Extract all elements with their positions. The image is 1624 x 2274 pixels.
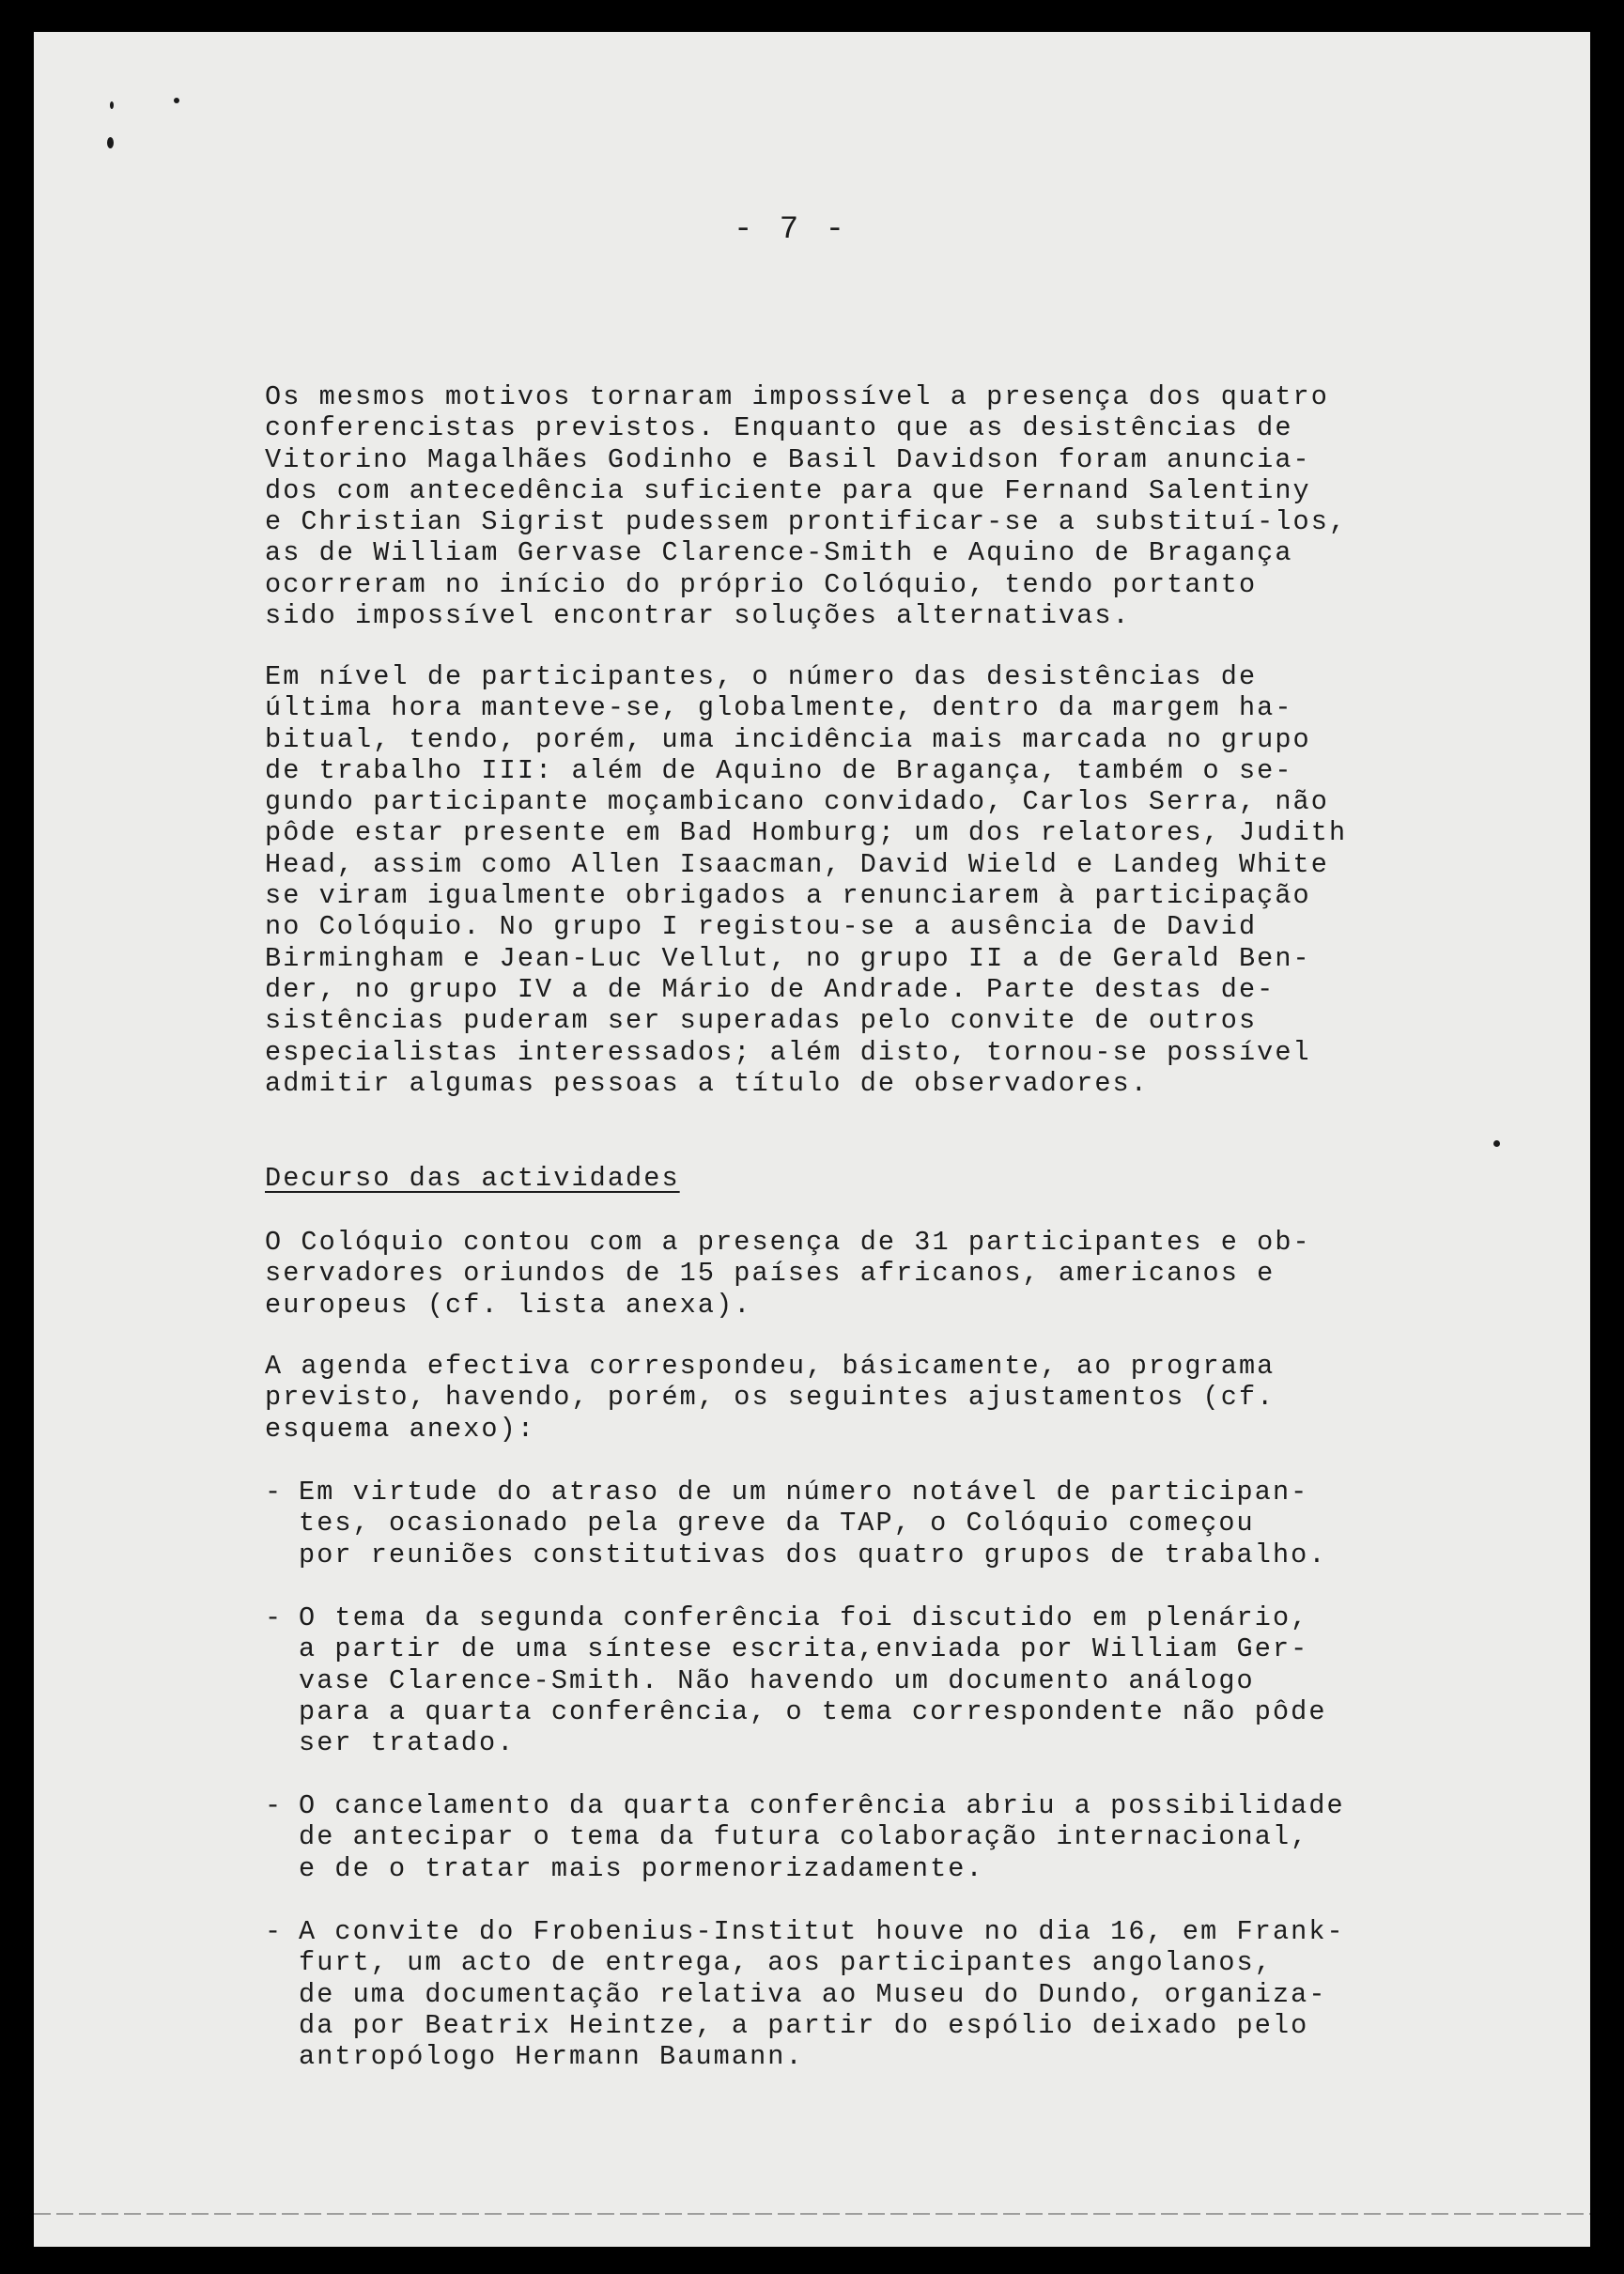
section-heading: Decurso das actividades — [265, 1163, 680, 1194]
paragraph-coloquio: O Colóquio contou com a presença de 31 participantes e ob- servadores oriundos de 15 países africanos, americanos e europeus (cf. lista anexa). — [265, 1227, 1311, 1321]
bullet-dash: - — [265, 1916, 284, 1947]
paragraph-conferencistas: Os mesmos motivos tornaram impossível a presença dos quatro conferencistas previstos. Enquanto que as desistências de Vitorino Magalhães Godinho e Basil Davidson foram anuncia- dos com antecedência suficiente para que Fernand Salentiny e Christian Sigrist pudessem prontificar-se a substituí-los, as de William Gervase Clarence-Smith e Aquino de Bragança ocorreram no início do próprio Colóquio, tendo portanto sido impossível encontrar soluções alternativas. — [265, 381, 1348, 632]
paragraph-agenda: A agenda efectiva correspondeu, básicamente, ao programa previsto, havendo, porém, os seguintes ajustamentos (cf. esquema anexo): — [265, 1351, 1276, 1445]
ink-speck — [1493, 1140, 1500, 1147]
bullet-dash: - — [265, 1602, 284, 1633]
list-item-text: O cancelamento da quarta conferência abriu a possibilidade de antecipar o tema da futura colaboração internacional, e de o tratar mais pormenorizadamente. — [299, 1790, 1345, 1884]
bullet-dash: - — [265, 1790, 284, 1821]
ink-speck — [174, 98, 179, 103]
list-item-text: Em virtude do atraso de um número notável de participan- tes, ocasionado pela greve da TAP, o Colóquio começou por reuniões constitutivas dos quatro grupos de trabalho. — [299, 1477, 1327, 1570]
list-item-text: A convite do Frobenius-Institut houve no dia 16, em Frank- furt, um acto de entrega, aos participantes angolanos, de uma documentação relativa ao Museu do Dundo, organiza- da por Beatrix Heintze, a partir do espólio deixado pelo antropólogo Hermann Baumann. — [299, 1916, 1345, 2073]
list-item-text: O tema da segunda conferência foi discutido em plenário, a partir de uma síntese escrita,enviada por William Ger- vase Clarence-Smith. Não havendo um documento análogo para a quarta conferência, o tema correspondente não pôde ser tratado. — [299, 1602, 1327, 1759]
ink-speck — [107, 137, 114, 148]
bullet-dash: - — [265, 1477, 284, 1508]
ink-speck — [110, 101, 114, 109]
page-number: - 7 - — [734, 212, 849, 248]
bottom-edge-line — [34, 2213, 1590, 2215]
typewritten-page — [34, 32, 1590, 2247]
paragraph-participantes: Em nível de participantes, o número das desistências de última hora manteve-se, globalmente, dentro da margem ha- bitual, tendo, porém, uma incidência mais marcada no grupo de trabalho III: além de Aquino de Bragança, também o se- gundo participante moçambicano convidado, Carlos Serra, não pôde estar presente em Bad Homburg; um dos relatores, Judith Head, assim como Allen Isaacman, David Wield e Landeg White se viram igualmente obrigados a renunciarem à participação no Colóquio. No grupo I registou-se a ausência de David Birmingham e Jean-Luc Vellut, no grupo II a de Gerald Ben- der, no grupo IV a de Mário de Andrade. Parte destas de- sistências puderam ser superadas pelo convite de outros especialistas interessados; além disto, tornou-se possível admitir algumas pessoas a título de observadores. — [265, 661, 1348, 1099]
